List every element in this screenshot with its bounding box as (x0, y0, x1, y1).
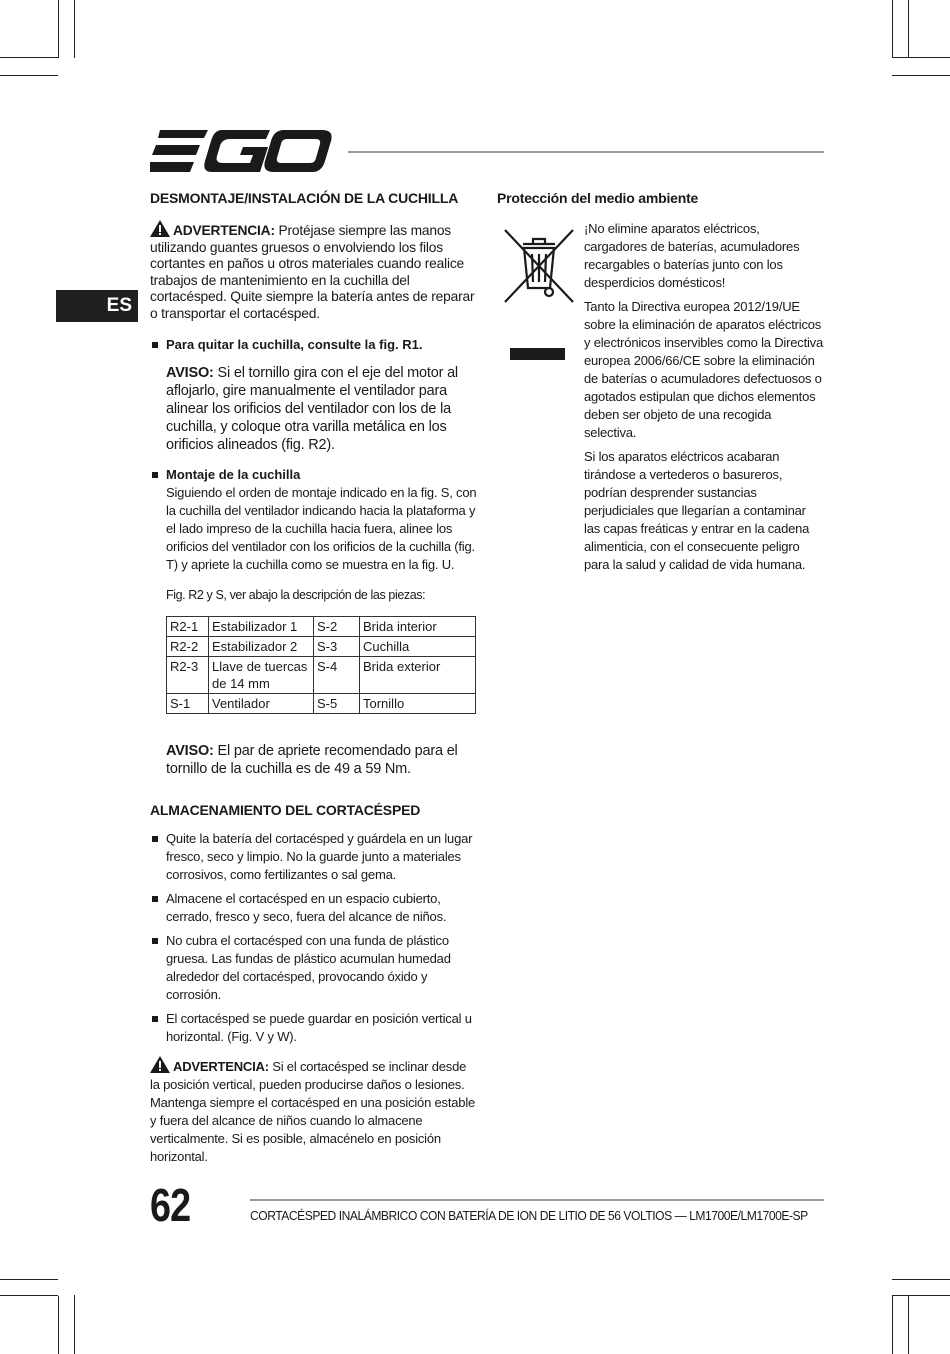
paragraph: Si los aparatos eléctricos acabaran tirándose a vertederos o basureros, podrían desprender sustancias perjudiciales que llegarían a contaminar las capas freáticas y entrar en la cadena alimenticia, con el consecuente peligro para la salud y calidad de vida humana. (584, 449, 810, 572)
left-column (150, 190, 478, 1166)
section-heading-blade: DESMONTAJE/INSTALACIÓN DE LA CUCHILLA (150, 190, 459, 206)
crop-mark (58, 0, 59, 58)
table-cell: R2-3 (167, 657, 209, 694)
warning-triangle-icon (150, 1056, 170, 1073)
table-cell: Estabilizador 2 (209, 637, 314, 657)
bin-underline-bar (510, 348, 565, 360)
header-rule (348, 151, 824, 153)
crossed-out-wheelie-bin-icon (499, 226, 579, 306)
crop-mark (58, 1296, 59, 1354)
table-cell: Estabilizador 1 (209, 617, 314, 637)
paragraph: ¡No elimine aparatos eléctricos, cargadores de baterías, acumuladores recargables o baterías junto con los desperdicios domésticos! (584, 221, 800, 290)
crop-mark (892, 1279, 950, 1280)
list-item: El cortacésped se puede guardar en posición vertical u horizontal. (Fig. V y W). (150, 1010, 478, 1046)
crop-mark (892, 1295, 893, 1354)
table-row (167, 637, 476, 657)
crop-mark (892, 0, 893, 58)
crop-mark (892, 75, 950, 76)
table-cell: R2-1 (167, 617, 209, 637)
language-tab: ES (56, 290, 138, 322)
crop-mark (908, 1296, 909, 1354)
crop-mark (892, 57, 950, 58)
table-row (167, 617, 476, 637)
parts-table (166, 616, 476, 714)
list-item: Montaje de la cuchilla Siguiendo el orden de montaje indicado en la fig. S, con la cuchilla del ventilador indicando hacia la plataforma y el lado impreso de la cuchilla hacia fuera, alinee los orificios del ventilador con los orificios de la cuchilla (fig. T) y apriete la cuchilla como se muestra en la fig. U. (150, 466, 478, 574)
notice-blade-rotation: AVISO: Si el tornillo gira con el eje del motor al aflojarlo, gire manualmente el ventilador para alinear los orificios del ventilador con los de la cuchilla, y coloque otra varilla metálica en los orificios alineados (fig. R2). (166, 365, 458, 453)
table-cell: S-5 (314, 694, 360, 714)
crop-mark (74, 0, 75, 58)
table-cell: S-2 (314, 617, 360, 637)
table-cell: R2-2 (167, 637, 209, 657)
table-cell: Ventilador (209, 694, 314, 714)
environment-block (497, 220, 825, 574)
table-cell: S-1 (167, 694, 209, 714)
footer-rule (250, 1199, 824, 1201)
crop-mark (0, 57, 58, 58)
page-number: 62 (150, 1179, 191, 1231)
crop-mark (0, 1279, 58, 1280)
crop-mark (0, 1295, 58, 1296)
crop-mark (908, 0, 909, 58)
warning-blade: ADVERTENCIA: Protéjase siempre las manos utilizando guantes gruesos o envolviendo los filos cortantes en paños u otros materiales cuando realice trabajos de mantenimiento en la cuchilla del cortacésped. Quite siempre la batería antes de reparar o transportar el cortacésped. (150, 220, 478, 322)
storage-list (150, 830, 478, 1046)
warning-storage: ADVERTENCIA: Si el cortacésped se inclinar desde la posición vertical, pueden producirse daños o lesiones. Mantenga siempre el cortacésped en una posición estable y fuera del alcance de niños cuando lo almacene verticalmente. Si es posible, almacénelo en posición horizontal. (150, 1056, 478, 1166)
table-cell: Brida exterior (360, 657, 476, 694)
list-item: Almacene el cortacésped en un espacio cubierto, cerrado, fresco y seco, fuera del alcance de niños. (150, 890, 478, 926)
crop-mark (0, 75, 58, 76)
table-row (167, 657, 476, 694)
notice-torque: AVISO: El par de apriete recomendado para el tornillo de la cuchilla es de 49 a 59 Nm. (166, 743, 458, 777)
table-cell: Cuchilla (360, 637, 476, 657)
crop-mark (892, 1295, 950, 1296)
footer-text: CORTACÉSPED INALÁMBRICO CON BATERÍA DE ION DE LITIO DE 56 VOLTIOS — LM1700E/LM1700E-SP (250, 1208, 808, 1223)
warning-triangle-icon (150, 220, 170, 237)
section-heading-environment: Protección del medio ambiente (497, 190, 699, 206)
table-cell: Brida interior (360, 617, 476, 637)
section-heading-storage: ALMACENAMIENTO DEL CORTACÉSPED (150, 802, 421, 818)
list-item: Para quitar la cuchilla, consulte la fig. R1. (150, 336, 478, 354)
table-cell: Tornillo (360, 694, 476, 714)
list-item: Quite la batería del cortacésped y guárdela en un lugar fresco, seco y limpio. No la guarde junto a materiales corrosivos, como fertilizantes o sal gema. (150, 830, 478, 884)
table-cell: Llave de tuercas de 14 mm (209, 657, 314, 694)
figure-caption: Fig. R2 y S, ver abajo la descripción de las piezas: (166, 588, 426, 602)
paragraph: Tanto la Directiva europea 2012/19/UE sobre la eliminación de aparatos eléctricos y electrónicos inservibles como la Directiva europea 2006/66/CE sobre la eliminación de baterías o acumuladores defectuosos o agotados estipulan que dichos elementos deben ser objeto de una recogida selectiva. (584, 299, 824, 440)
environment-text (584, 220, 825, 574)
right-column (497, 190, 825, 580)
table-row (167, 694, 476, 714)
list-item: No cubra el cortacésped con una funda de plástico gruesa. Las fundas de plástico acumulan humedad alrededor del cortacésped, provocando óxido y corrosión. (150, 932, 478, 1004)
table-cell: S-3 (314, 637, 360, 657)
table-cell: S-4 (314, 657, 360, 694)
crop-mark (74, 1295, 75, 1354)
ego-logo (150, 130, 332, 172)
